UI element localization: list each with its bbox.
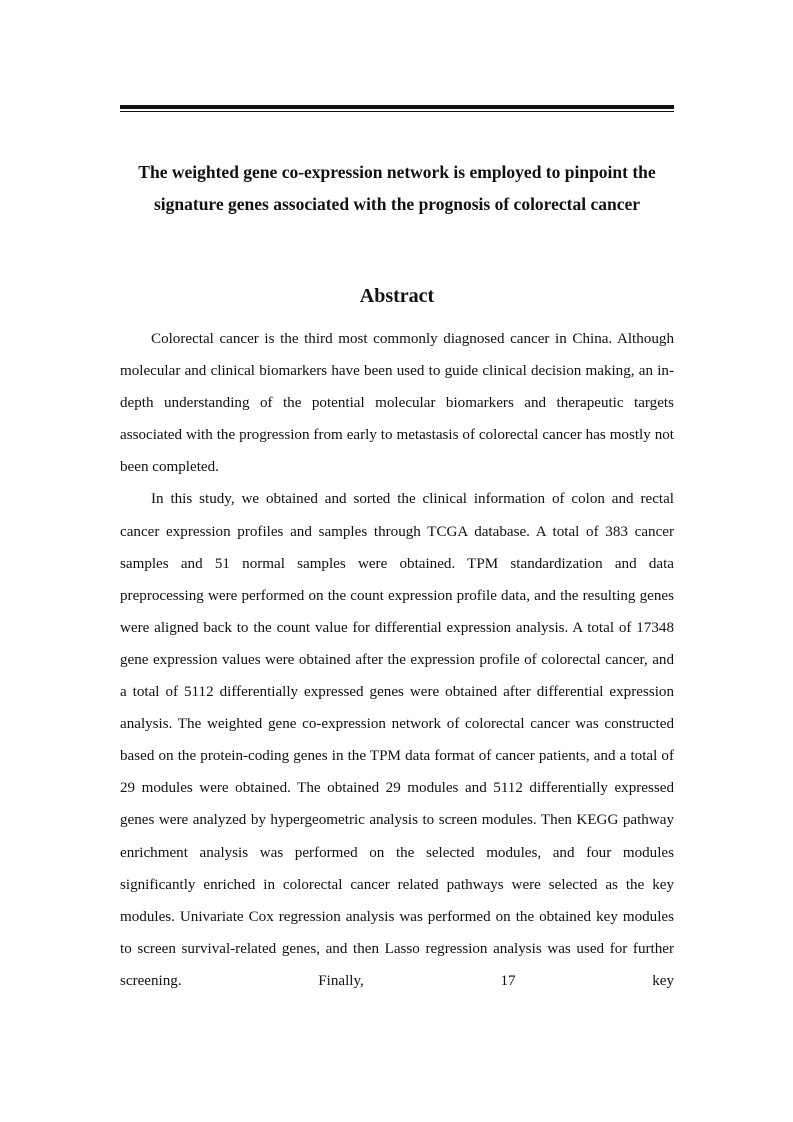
abstract-heading: Abstract bbox=[359, 285, 435, 307]
paper-title: The weighted gene co-expression network is employed to pinpoint the signature genes associated with the prognosis of colorectal cancer bbox=[138, 162, 656, 214]
abstract-paragraph-2: In this study, we obtained and sorted the clinical information of colon and rectal cancer expression profiles and samples through TCGA database. A total of 383 cancer samples and 51 normal samples were obtained. TPM standardization and data preprocessing were performed on the count expression profile data, and the resulting genes were aligned back to the count value for differential expression analysis. A total of 17348 gene expression values were obtained after the expression profile of colorectal cancer, and a total of 5112 differentially expressed genes were obtained after differential expression analysis. The weighted gene co-expression network of colorectal cancer was constructed based on the protein-coding genes in the TPM data format of cancer patients, and a total of 29 modules were obtained. The obtained 29 modules and 5112 differentially expressed genes were analyzed by hypergeometric analysis to screen modules. Then KEGG pathway enrichment analysis was performed on the selected modules, and four modules significantly enriched in colorectal cancer related pathways were selected as the key modules. Univariate Cox regression analysis was performed on the obtained key modules to screen survival-related genes, and then Lasso regression analysis was used for further screening. Finally, 17 key bbox=[120, 491, 674, 989]
abstract-paragraph-1: Colorectal cancer is the third most commonly diagnosed cancer in China. Although molecular and clinical biomarkers have been used to guide clinical decision making, an in-depth understanding of the potential molecular biomarkers and therapeutic targets associated with the progression from early to metastasis of colorectal cancer has mostly not been completed. bbox=[120, 331, 674, 476]
header-rule-thin bbox=[120, 111, 674, 112]
abstract-body bbox=[120, 323, 674, 997]
header-rule-thick bbox=[120, 105, 674, 109]
